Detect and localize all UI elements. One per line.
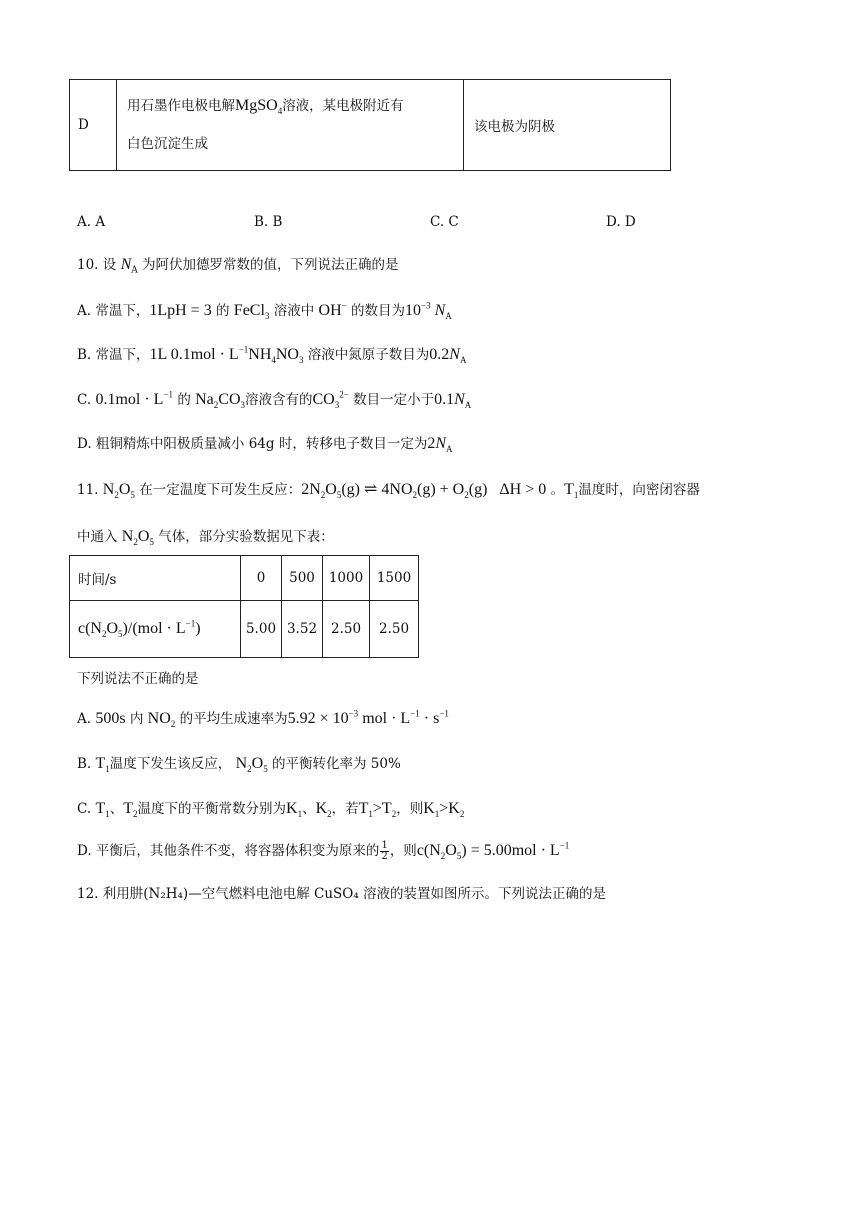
q11-stem-line1: 11. $N_2O_5$ 在一定温度下可发生反应：$2N_2O_5(g)$ ⇌ $4NO_2(g) + O_2(g) \Delta H > 0$ 。$T_1$温度时，向密闭容器 (77, 481, 700, 501)
q11-option-b[interactable]: B. $T_1$温度下发生该反应， $N_2O_5$ 的平衡转化率为 50% (77, 755, 401, 775)
q11-option-c[interactable]: C. $T_1$、$T_2$温度下的平衡常数分别为$K_1$、$K_2$，若$T_1>T_2$，则$K_1>K_2$ (77, 800, 465, 820)
q9-option-d[interactable]: D. D (606, 214, 636, 230)
q11-option-a[interactable]: A. 500s 内 $NO_2$ 的平均生成速率为$5.92 \times 10^{-3}$ mol · $L^{-1} \cdot s^{-1}$ (77, 708, 449, 730)
q10-option-b[interactable]: B. 常温下，1L $0.1mol \cdot L^{-1}NH_4NO_3$ 溶液中氮原子数目为$0.2N_A$ (77, 344, 467, 366)
fraction-one-half: $\frac{1}{2}$ (381, 840, 388, 862)
table-header-t0: 0 (241, 556, 282, 601)
q10-stem: 10. 设 $N_A$ 为阿伏加德罗常数的值，下列说法正确的是 (77, 256, 399, 276)
q10-option-d[interactable]: D. 粗铜精炼中阳极质量减小 64g 时，转移电子数目一定为$2N_A$ (77, 435, 453, 455)
q9-option-c[interactable]: C. C (430, 214, 459, 230)
table-cell-condition: 用石墨作电极电解MgSO$_4$溶液，某电极附近有 白色沉淀生成 (117, 80, 464, 171)
table-cell: 2.50 (370, 601, 419, 658)
q11-prompt: 下列说法不正确的是 (77, 671, 199, 687)
table-cell: 5.00 (241, 601, 282, 658)
table-header-t1500: 1500 (370, 556, 419, 601)
table-cell: 3.52 (282, 601, 323, 658)
table-header-time: 时间/s (70, 556, 241, 601)
table-row-label: $c(N_2O_5)/(mol \cdot L^{-1})$ (70, 601, 241, 658)
q10-option-a[interactable]: A. 常温下，1LpH = 3 的 FeCl$_3$ 溶液中 OH− 的数目为$10^{-3}$ $N_A$ (77, 300, 452, 322)
q9-option-a[interactable]: A. A (77, 214, 106, 230)
q11-data-table (69, 555, 419, 658)
table-cell-label (70, 80, 117, 171)
q11-stem-line2: 中通入 $N_2O_5$ 气体，部分实验数据见下表： (77, 528, 334, 548)
table-cell: 2.50 (323, 601, 370, 658)
table-cell-conclusion: 该电极为阴极 (464, 80, 671, 171)
q12-stem: 12. 利用肼(N₂H₄)—空气燃料电池电解 CuSO₄ 溶液的装置如图所示。下列说法正确的是 (77, 886, 607, 902)
table-header-t500: 500 (282, 556, 323, 601)
q10-option-c[interactable]: C. $0.1mol \cdot L^{-1}$ 的 $Na_2CO_3$溶液含有的$CO_3^{2-}$ 数目一定小于$0.1N_A$ (77, 389, 472, 411)
row-label: D (78, 117, 89, 133)
answer-table-row-d (69, 79, 671, 171)
table-header-t1000: 1000 (323, 556, 370, 601)
q9-option-b[interactable]: B. B (254, 214, 283, 230)
q11-option-d[interactable]: D. 平衡后，其他条件不变，将容器体积变为原来的 $\frac{1}{2}$ ，则$c(N_2O_5) = 5.00mol \cdot L^{-1}$ (77, 840, 570, 862)
